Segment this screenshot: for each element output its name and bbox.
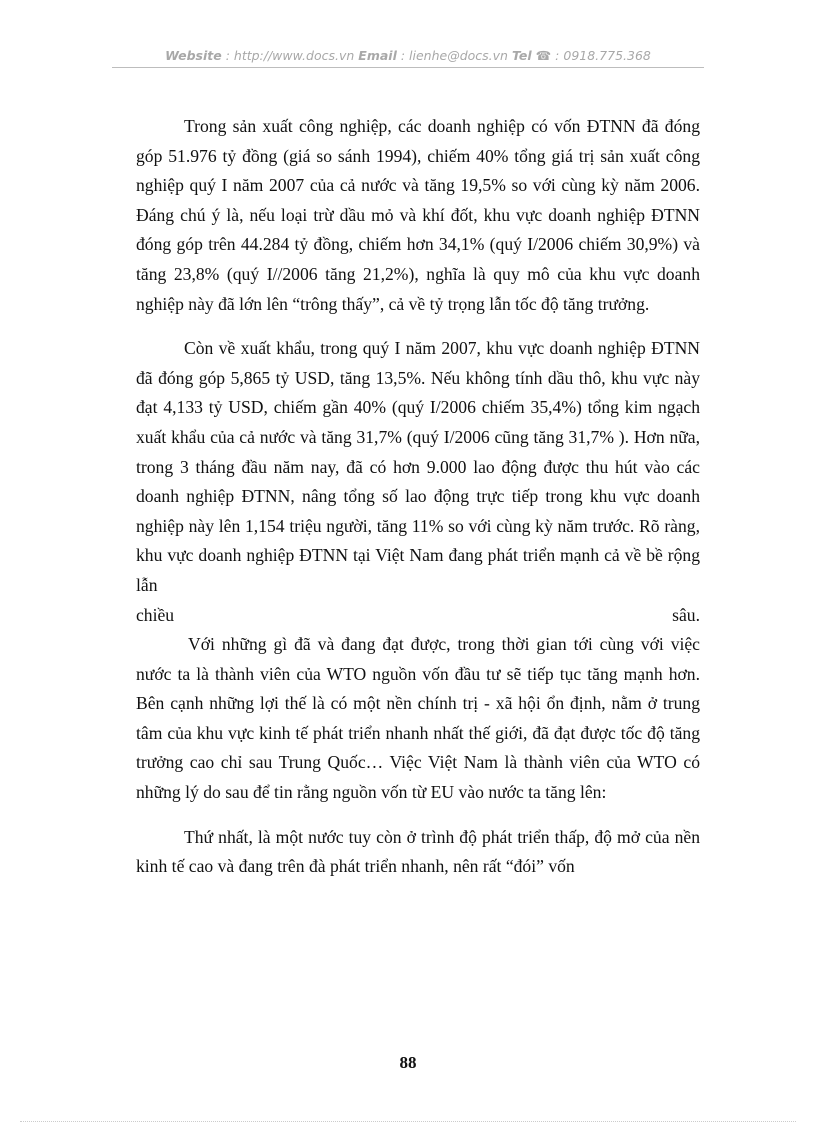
phone-icon: ☎: [535, 48, 552, 63]
last-line-left-word: chiều: [136, 604, 175, 625]
email-separator: :: [396, 48, 410, 63]
page-number: 88: [399, 1053, 417, 1072]
email-label: Email: [358, 48, 397, 63]
page-header: [112, 48, 704, 63]
paragraph-exports-last-line: [136, 601, 700, 631]
website-url: http://www.docs.vn: [233, 48, 355, 63]
tel-label: Tel: [511, 48, 532, 63]
page-bottom-divider: [20, 1121, 796, 1122]
tel-separator: :: [551, 48, 564, 63]
email-value: lienhe@docs.vn: [409, 48, 508, 63]
document-body: [136, 112, 700, 882]
paragraph-exports: Còn về xuất khẩu, trong quý I năm 2007, khu vực doanh nghiệp ĐTNN đã đóng góp 5,865 tỷ USD, tăng 13,5%. Nếu không tính dầu thô, khu vực này đạt 4,133 tỷ USD, chiếm gần 40% (quý I/2006 chiếm 35,4%) tổng kim ngạch xuất khẩu của cả nước và tăng 31,7% (quý I/2006 cũng tăng 31,7% ). Hơn nữa, trong 3 tháng đầu năm nay, đã có hơn 9.000 lao động được thu hút vào các doanh nghiệp ĐTNN, nâng tổng số lao động trực tiếp trong khu vực doanh nghiệp này lên 1,154 triệu người, tăng 11% so với cùng kỳ năm trước. Rõ ràng, khu vực doanh nghiệp ĐTNN tại Việt Nam đang phát triển mạnh cả về bề rộng lẫn: [136, 338, 700, 595]
header-divider: [112, 67, 704, 68]
paragraph-wto-outlook: Với những gì đã và đang đạt được, trong thời gian tới cùng với việc nước ta là thành viên của WTO nguồn vốn đầu tư sẽ tiếp tục tăng mạnh hơn. Bên cạnh những lợi thế là có một nền chính trị - xã hội ổn định, nằm ở trung tâm của khu vực kinh tế phát triển nhanh nhất thế giới, đã đạt được tốc độ tăng trưởng cao chỉ sau Trung Quốc… Việc Việt Nam là thành viên của WTO có những lý do sau để tin rằng nguồn vốn từ EU vào nước ta tăng lên:: [136, 634, 700, 803]
last-line-right-word: sâu.: [672, 604, 700, 625]
website-separator: :: [221, 48, 234, 63]
tel-value: 0918.775.368: [563, 48, 651, 63]
paragraph-industrial-production: Trong sản xuất công nghiệp, các doanh nghiệp có vốn ĐTNN đã đóng góp 51.976 tỷ đồng (giá so sánh 1994), chiếm 40% tổng giá trị sản xuất công nghiệp quý I năm 2007 của cả nước và tăng 19,5% so với cùng kỳ năm 2006. Đáng chú ý là, nếu loại trừ dầu mỏ và khí đốt, khu vực doanh nghiệp ĐTNN đóng góp trên 44.284 tỷ đồng, chiếm hơn 34,1% (quý I/2006 chiếm 30,9%) và tăng 23,8% (quý I//2006 tăng 21,2%), nghĩa là quy mô của khu vực doanh nghiệp này đã lớn lên “trông thấy”, cả về tỷ trọng lẫn tốc độ tăng trưởng.: [136, 116, 700, 314]
website-label: Website: [165, 48, 222, 63]
paragraph-first-reason: Thứ nhất, là một nước tuy còn ở trình độ phát triển thấp, độ mở của nền kinh tế cao và đang trên đà phát triển nhanh, nên rất “đói” vốn: [136, 826, 700, 877]
